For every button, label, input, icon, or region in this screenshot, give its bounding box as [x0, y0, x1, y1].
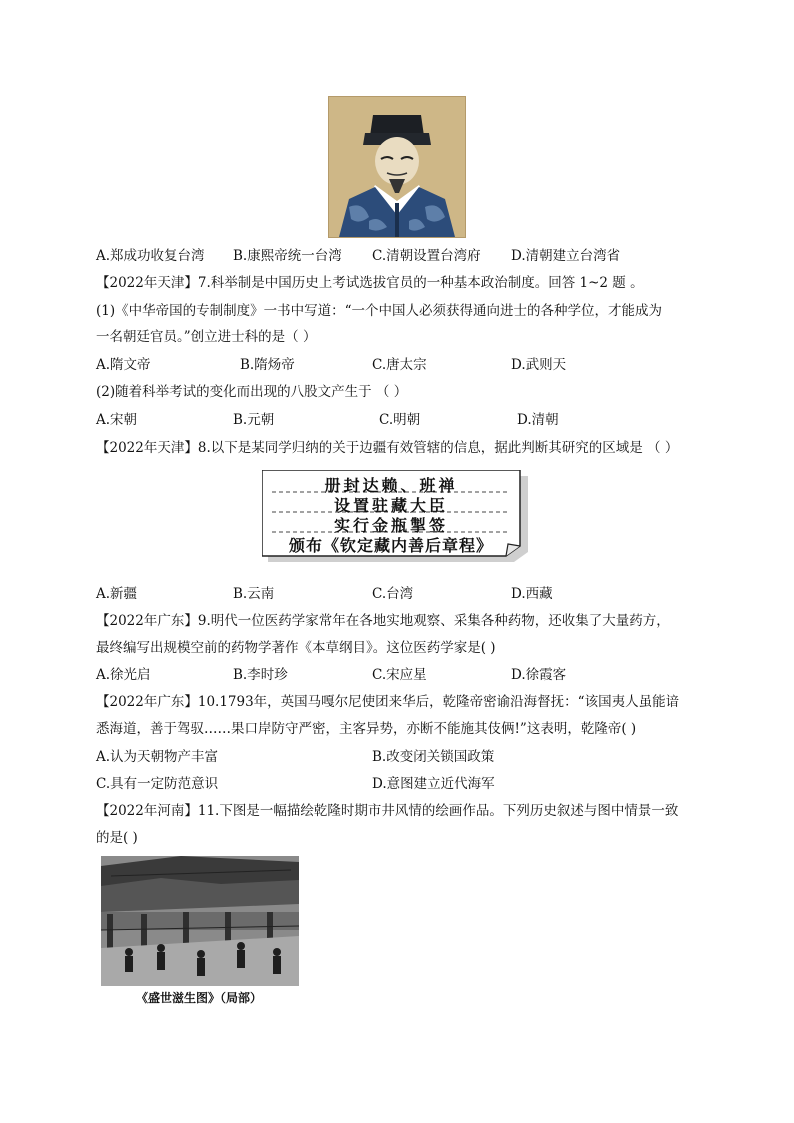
q7-sub2-option-a: A.宋朝	[96, 412, 138, 428]
q6-option-b: B.康熙帝统一台湾	[233, 248, 342, 264]
q7-sub1-option-b: B.隋炀帝	[240, 357, 295, 373]
q11-line1: 【2022年河南】11.下图是一幅描绘乾隆时期市井风情的绘画作品。下列历史叙述与图中情景一致	[96, 803, 679, 819]
q6-option-a: A.郑成功收复台湾	[96, 248, 205, 264]
q9-line2: 最终编写出规模空前的药物学著作《本草纲目》。这位医药学家是( )	[96, 640, 496, 656]
q10-line1: 【2022年广东】10.1793年，英国马嘎尔尼使团来华后，乾隆帝密谕沿海督抚：“该国夷人虽能谙	[96, 694, 680, 710]
q9-option-c: C.宋应星	[372, 667, 427, 683]
q10-option-b: B.改变闭关锁国政策	[372, 749, 495, 765]
q7-sub1-line2: 一名朝廷官员。”创立进士科的是（ ）	[96, 329, 317, 345]
q7-stem: 【2022年天津】7.科举制是中国历史上考试选拔官员的一种基本政治制度。回答 1~2 题 。	[96, 275, 644, 291]
card-line-2: 设置驻藏大臣	[333, 496, 448, 515]
portrait-image	[328, 96, 466, 238]
q6-option-d: D.清朝建立台湾省	[511, 248, 621, 264]
q8-option-c: C.台湾	[372, 586, 414, 602]
q8-option-d: D.西藏	[511, 586, 553, 602]
q7-sub1-option-c: C.唐太宗	[372, 357, 427, 373]
q7-sub1-option-a: A.隋文帝	[96, 357, 151, 373]
tibet-info-card	[262, 470, 528, 562]
q6-option-c: C.清朝设置台湾府	[372, 248, 481, 264]
painting-caption: 《盛世滋生图》（局部）	[135, 991, 262, 1005]
q7-sub1-line1: (1)《中华帝国的专制制度》一书中写道：“一个中国人必须获得通向进士的各种学位，才能成为	[96, 303, 663, 319]
q7-sub2-option-b: B.元朝	[233, 412, 275, 428]
q10-option-d: D.意图建立近代海军	[372, 776, 495, 792]
q8-stem: 【2022年天津】8.以下是某同学归纳的关于边疆有效管辖的信息，据此判断其研究的区域是 （ ）	[96, 440, 679, 456]
q7-sub2-option-c: C.明朝	[379, 412, 421, 428]
q7-sub2-option-d: D.清朝	[517, 412, 559, 428]
q10-option-a: A.认为天朝物产丰富	[96, 749, 219, 765]
card-line-1: 册封达赖、班禅	[324, 476, 458, 495]
q9-line1: 【2022年广东】9.明代一位医药学家常年在各地实地观察、采集各种药物，还收集了大量药方，	[96, 613, 670, 629]
q9-option-b: B.李时珍	[233, 667, 288, 683]
q7-sub1-option-d: D.武则天	[511, 357, 567, 373]
q10-line2: 悉海道，善于驾驭……果口岸防守严密，主客异势，亦断不能施其伎俩!”这表明，乾隆帝( )	[96, 721, 637, 737]
street-scene-painting	[101, 856, 299, 986]
q8-option-a: A.新疆	[96, 586, 138, 602]
q9-option-d: D.徐霞客	[511, 667, 567, 683]
q11-line2: 的是( )	[96, 830, 138, 846]
q10-option-c: C.具有一定防范意识	[96, 776, 219, 792]
q8-option-b: B.云南	[233, 586, 275, 602]
q9-option-a: A.徐光启	[96, 667, 151, 683]
card-line-3: 实行金瓶掣签	[333, 516, 448, 535]
q7-sub2: (2)随着科举考试的变化而出现的八股文产生于 （ ）	[96, 384, 408, 400]
card-line-4: 颁布《钦定藏内善后章程》	[288, 536, 493, 555]
